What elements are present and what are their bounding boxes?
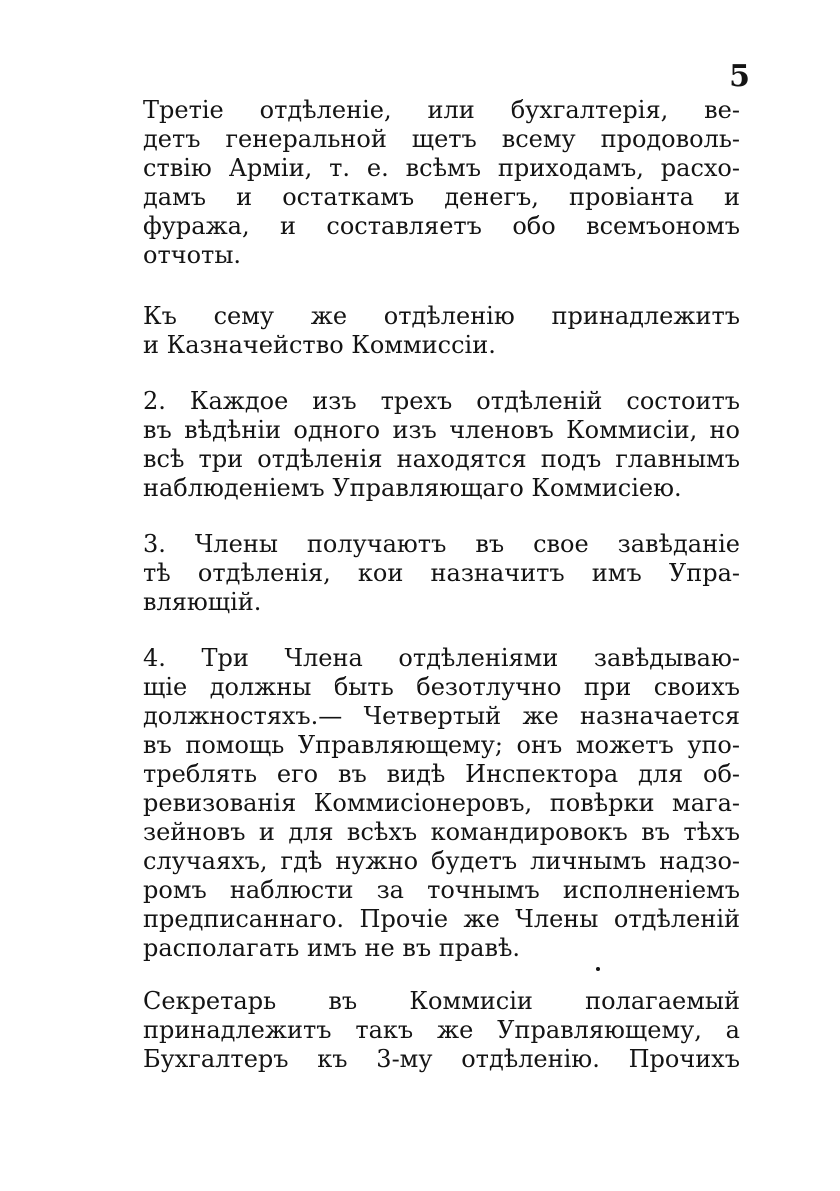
text-line: вляющій. bbox=[143, 588, 262, 616]
paragraph-secretary bbox=[143, 987, 740, 1074]
text-line: въ вѣдѣніи одного изъ членовъ Коммисіи, но bbox=[143, 416, 740, 444]
paragraph-treasury bbox=[143, 302, 740, 360]
text-line: всѣ три отдѣленія находятся подъ главнымъ bbox=[143, 445, 740, 473]
text-line: принадлежитъ такъ же Управляющему, а bbox=[143, 1016, 740, 1044]
text-line: тѣ отдѣленія, кои назначитъ имъ Упра- bbox=[143, 559, 740, 587]
text-line: дамъ и остаткамъ денегъ, провіанта и bbox=[143, 183, 740, 211]
text-line: треблять его въ видѣ Инспектора для об- bbox=[143, 760, 740, 788]
text-line: щіе должны быть безотлучно при своихъ bbox=[143, 673, 740, 701]
text-line: и Казначейство Коммиссіи. bbox=[143, 331, 496, 359]
text-line: ревизованія Коммисіонеровъ, повѣрки мага- bbox=[143, 789, 740, 817]
ink-dot bbox=[596, 967, 600, 971]
text-line: наблюденіемъ Управляющаго Коммисіею. bbox=[143, 474, 682, 502]
text-line: 3. Члены получаютъ въ свое завѣданіе bbox=[143, 530, 740, 558]
text-line: 2. Каждое изъ трехъ отдѣленій состоитъ bbox=[143, 387, 740, 415]
text-line: 4. Три Члена отдѣленіями завѣдываю- bbox=[143, 644, 740, 672]
text-line: ромъ наблюсти за точнымъ исполненіемъ bbox=[143, 876, 740, 904]
text-line: отчоты. bbox=[143, 241, 242, 269]
text-line: Бухгалтеръ къ 3-му отдѣленію. Прочихъ bbox=[143, 1045, 740, 1073]
text-line: Къ сему же отдѣленію принадлежитъ bbox=[143, 302, 740, 330]
paragraph-item-4 bbox=[143, 644, 740, 963]
text-line: детъ генеральной щетъ всему продоволь- bbox=[143, 125, 740, 153]
text-line: случаяхъ, гдѣ нужно будетъ личнымъ надзо- bbox=[143, 847, 740, 875]
text-line: располагать имъ не въ правѣ. bbox=[143, 934, 521, 962]
page-number: 5 bbox=[729, 59, 750, 94]
text-line: въ помощь Управляющему; онъ можетъ упо- bbox=[143, 731, 740, 759]
text-line: фуража, и составляетъ обо всемъономъ bbox=[143, 212, 740, 240]
text-line: Третіе отдѣленіе, или бухгалтерія, ве- bbox=[143, 96, 740, 124]
text-line: Секретарь въ Коммисіи полагаемый bbox=[143, 987, 740, 1015]
text-line: предписаннаго. Прочіе же Члены отдѣленій bbox=[143, 905, 740, 933]
paragraph-item-2 bbox=[143, 387, 740, 503]
text-line: должностяхъ.— Четвертый же назначается bbox=[143, 702, 740, 730]
text-line: зейновъ и для всѣхъ командировокъ въ тѣхъ bbox=[143, 818, 740, 846]
paragraph-item-3 bbox=[143, 530, 740, 617]
text-line: ствію Арміи, т. е. всѣмъ приходамъ, расхо- bbox=[143, 154, 740, 182]
paragraph-third-department bbox=[143, 96, 740, 270]
